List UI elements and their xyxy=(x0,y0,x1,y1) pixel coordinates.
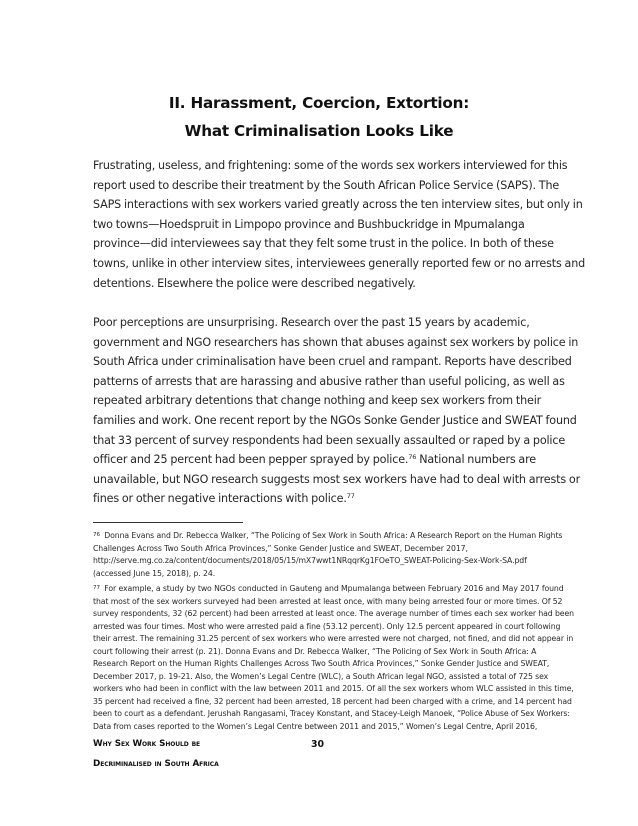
paragraph-line: report used to describe their treatment by the South African Police Service (SAPS). The xyxy=(93,178,560,192)
footnote-reference-77[interactable]: 77 xyxy=(346,492,355,501)
footnote-line: workers who had been in conflict with the law between 2011 and 2015. Of all the sex workers whom WLC assisted in this time, xyxy=(93,684,574,693)
footnote-text: For example, a study by two NGOs conducted in Gauteng and Mpumalanga between February 2016 and May 2017 found xyxy=(101,584,564,593)
paragraph-line: families and work. One recent report by the NGOs Sonke Gender Justice and SWEAT found xyxy=(93,413,577,427)
footnote-76 xyxy=(93,530,563,580)
footnote-line: December 2017, p. 19-21. Also, the Women’s Legal Centre (WLC), a South African legal NGO, assisted a total of 725 sex xyxy=(93,671,549,681)
footnote-number: 76 xyxy=(93,531,100,538)
paragraph-line: detentions. Elsewhere the police were described negatively. xyxy=(93,276,416,290)
paragraph-line: towns, unlike in other interview sites, interviewees generally reported few or no arrests and xyxy=(93,256,586,270)
paragraph-text: officer and 25 percent had been pepper sprayed by police. xyxy=(93,453,409,467)
footnote-line: Data from cases reported to the Women’s Legal Centre between 2011 and 2015,” Women’s Legal Centre, April 2016, xyxy=(93,721,538,731)
paragraph-line: government and NGO researchers has shown that abuses against sex workers by police in xyxy=(93,335,579,349)
footnote-line: their arrest. The remaining 31.25 percent of sex workers who were arrested were not charged, not fined, and did not appear in xyxy=(93,634,574,643)
section-heading-line-1: II. Harassment, Coercion, Extortion: xyxy=(168,94,470,112)
page-number: 30 xyxy=(311,739,325,750)
paragraph-line: unavailable, but NGO research suggests most sex workers have had to deal with arrests or xyxy=(93,472,581,486)
footnote-line: court following their arrest (p. 21). Donna Evans and Dr. Rebecca Walker, “The Policing of Sex Work in South Africa: A xyxy=(93,646,537,656)
paragraph-line xyxy=(93,489,549,509)
footnote-divider xyxy=(93,522,243,523)
running-footer-title-line-1: Why Sex Work Should be xyxy=(93,739,201,749)
footnote-line: arrested was four times. Most who were arrested paid a fine (53.12 percent). Only 12.5 percent appeared in court following xyxy=(93,621,561,631)
paragraph-line xyxy=(93,450,549,470)
paragraph-text: fines or other negative interactions with police. xyxy=(93,492,347,506)
footnote-line: 35 percent had received a fine, 32 percent had been arrested, 18 percent had been charged with a crime, and 14 percent had xyxy=(93,696,572,706)
paragraph-line: SAPS interactions with sex workers varied greatly across the ten interview sites, but only in xyxy=(93,198,583,212)
footnote-line: Research Report on the Human Rights Challenges Across Two South Africa Provinces,” Sonke Gender Justice and SWEAT, xyxy=(93,659,550,668)
paragraph-line: province—did interviewees say that they felt some trust in the police. In both of these xyxy=(93,237,554,251)
paragraph-line: two towns—Hoedspruit in Limpopo province and Bushbuckridge in Mpumalanga xyxy=(93,217,525,231)
footnote-line: that most of the sex workers surveyed had been arrested at least once, with many being arrested four or more times. Of 52 xyxy=(93,596,563,606)
footnote-line: (accessed June 15, 2018), p. 24. xyxy=(93,568,216,578)
paragraph-line: Frustrating, useless, and frightening: some of the words sex workers interviewed for this xyxy=(93,159,568,172)
footnote-line xyxy=(93,530,563,543)
paragraph-line: that 33 percent of survey respondents had been sexually assaulted or raped by a police xyxy=(93,433,566,447)
footnote-line: survey respondents, 32 (62 percent) had been arrested at least once. The average number of times each sex worker had been xyxy=(93,609,574,618)
footnote-number: 77 xyxy=(93,584,100,591)
running-footer-title-line-2: Decriminalised in South Africa xyxy=(93,759,219,769)
body-paragraph-2 xyxy=(93,313,581,509)
footnote-reference-76[interactable]: 76 xyxy=(408,453,417,462)
paragraph-line: patterns of arrests that are harassing and abusive rather than useful policing, as well as xyxy=(93,374,565,388)
footnote-text: Donna Evans and Dr. Rebecca Walker, “The Policing of Sex Work in South Africa: A Research Report on the Human Rights xyxy=(101,531,563,540)
section-heading-line-2: What Criminalisation Looks Like xyxy=(184,122,454,140)
paragraph-line: South Africa under criminalisation have been cruel and rampant. Reports have described xyxy=(93,355,572,369)
footnote-line: been to court as a defendant. Jerushah Rangasami, Tracey Konstant, and Stacey-Leigh Manoek, “Police Abuse of Sex Workers: xyxy=(93,709,570,718)
body-paragraph-1 xyxy=(93,156,586,293)
footnote-line xyxy=(93,583,564,596)
footnote-url[interactable]: http://serve.mg.co.za/content/documents/2018/05/15/mX7wwt1NRqqrKg1FOeTO_SWEAT-Policing-Sex-Work-SA.pdf xyxy=(93,556,527,565)
paragraph-line: repeated arbitrary detentions that change nothing and keep sex workers from their xyxy=(93,394,542,408)
paragraph-line: Poor perceptions are unsurprising. Research over the past 15 years by academic, xyxy=(93,316,530,329)
paragraph-text: National numbers are xyxy=(416,453,536,467)
footnote-line: Challenges Across Two South Africa Provinces,” Sonke Gender Justice and SWEAT, December 2017, xyxy=(93,543,468,553)
footnote-77 xyxy=(93,583,574,733)
